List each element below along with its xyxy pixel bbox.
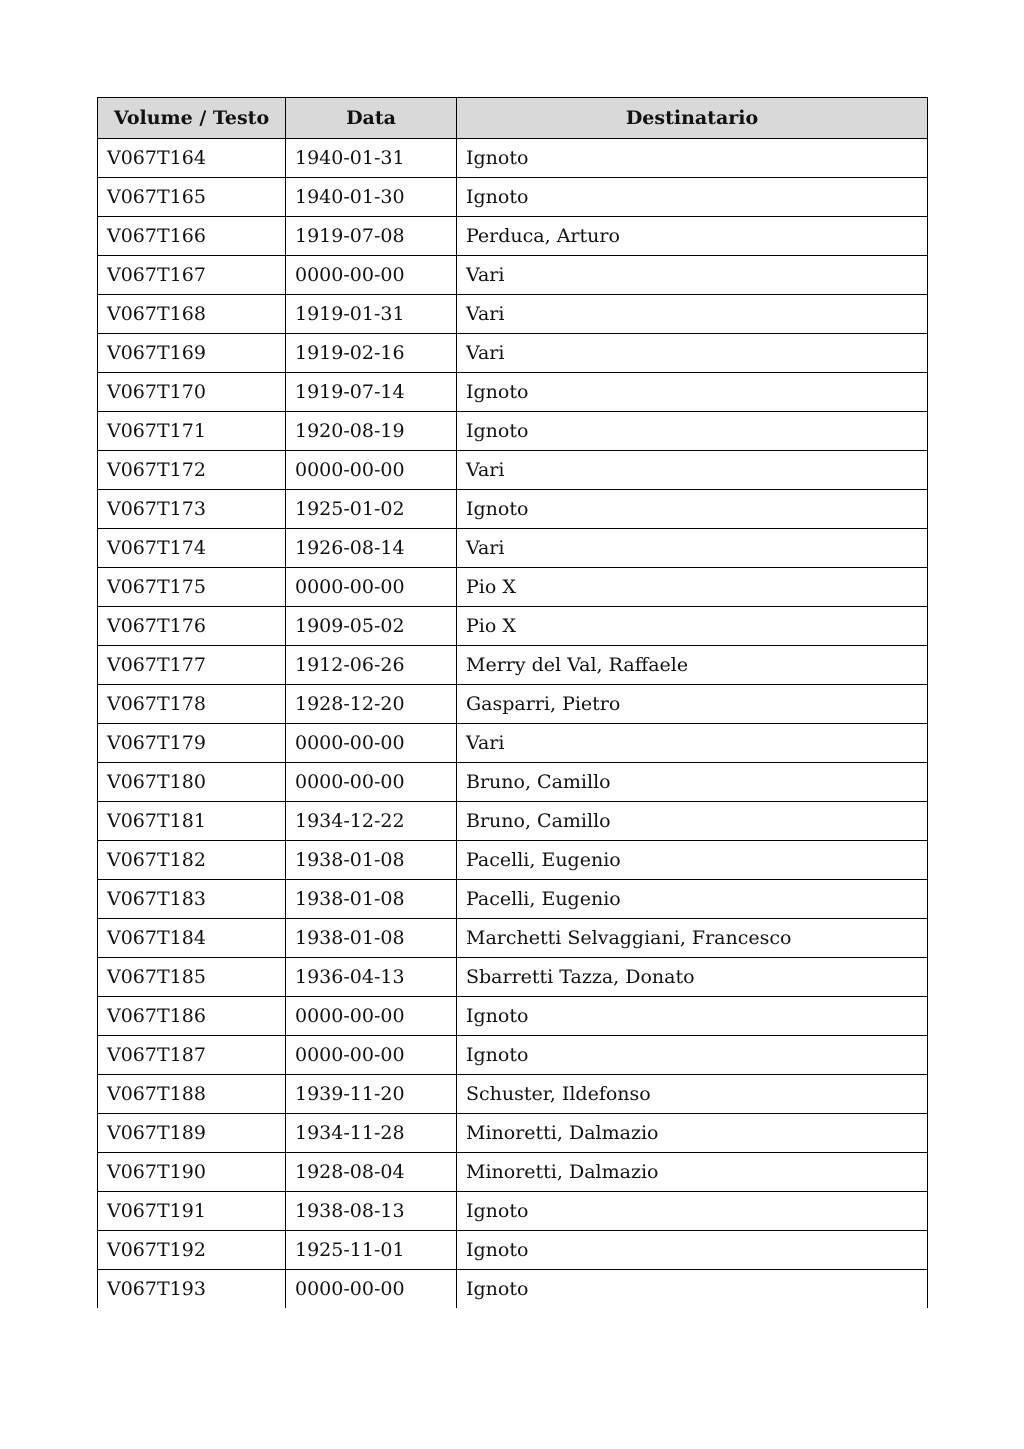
cell-data: 1936-04-13 [286, 958, 457, 997]
cell-volume-testo: V067T189 [98, 1114, 286, 1153]
cell-destinatario: Ignoto [457, 997, 928, 1036]
cell-volume-testo: V067T176 [98, 607, 286, 646]
cell-volume-testo: V067T182 [98, 841, 286, 880]
cell-destinatario: Merry del Val, Raffaele [457, 646, 928, 685]
cell-data: 1928-12-20 [286, 685, 457, 724]
cell-data: 0000-00-00 [286, 1270, 457, 1309]
table-row [98, 256, 928, 295]
cell-data: 1938-01-08 [286, 919, 457, 958]
cell-destinatario: Gasparri, Pietro [457, 685, 928, 724]
cell-destinatario: Ignoto [457, 1270, 928, 1309]
table-row [98, 919, 928, 958]
cell-data: 1925-01-02 [286, 490, 457, 529]
cell-volume-testo: V067T178 [98, 685, 286, 724]
cell-data: 1940-01-30 [286, 178, 457, 217]
cell-volume-testo: V067T177 [98, 646, 286, 685]
cell-data: 0000-00-00 [286, 1036, 457, 1075]
table-row [98, 139, 928, 178]
cell-destinatario: Vari [457, 334, 928, 373]
header-volume-testo: Volume / Testo [98, 98, 286, 139]
table-row [98, 1231, 928, 1270]
cell-volume-testo: V067T173 [98, 490, 286, 529]
header-data: Data [286, 98, 457, 139]
cell-volume-testo: V067T190 [98, 1153, 286, 1192]
cell-destinatario: Ignoto [457, 139, 928, 178]
cell-destinatario: Ignoto [457, 373, 928, 412]
cell-data: 1919-07-08 [286, 217, 457, 256]
table-row [98, 1153, 928, 1192]
cell-volume-testo: V067T174 [98, 529, 286, 568]
header-destinatario: Destinatario [457, 98, 928, 139]
cell-destinatario: Pacelli, Eugenio [457, 841, 928, 880]
cell-destinatario: Pacelli, Eugenio [457, 880, 928, 919]
table-row [98, 841, 928, 880]
table-row [98, 1036, 928, 1075]
table-row [98, 1270, 928, 1309]
cell-volume-testo: V067T172 [98, 451, 286, 490]
table-row [98, 997, 928, 1036]
cell-destinatario: Ignoto [457, 412, 928, 451]
cell-destinatario: Schuster, Ildefonso [457, 1075, 928, 1114]
table-row [98, 958, 928, 997]
cell-destinatario: Pio X [457, 607, 928, 646]
table-row [98, 646, 928, 685]
cell-data: 1919-01-31 [286, 295, 457, 334]
cell-volume-testo: V067T165 [98, 178, 286, 217]
table-header-row [98, 98, 928, 139]
cell-volume-testo: V067T179 [98, 724, 286, 763]
cell-data: 1920-08-19 [286, 412, 457, 451]
cell-data: 1939-11-20 [286, 1075, 457, 1114]
cell-destinatario: Bruno, Camillo [457, 802, 928, 841]
cell-data: 0000-00-00 [286, 568, 457, 607]
cell-data: 1938-01-08 [286, 880, 457, 919]
cell-data: 1912-06-26 [286, 646, 457, 685]
table-row [98, 373, 928, 412]
cell-volume-testo: V067T175 [98, 568, 286, 607]
cell-destinatario: Minoretti, Dalmazio [457, 1153, 928, 1192]
cell-data: 1928-08-04 [286, 1153, 457, 1192]
cell-volume-testo: V067T183 [98, 880, 286, 919]
cell-data: 1940-01-31 [286, 139, 457, 178]
cell-volume-testo: V067T185 [98, 958, 286, 997]
cell-destinatario: Ignoto [457, 178, 928, 217]
cell-data: 0000-00-00 [286, 451, 457, 490]
table-row [98, 295, 928, 334]
cell-data: 1909-05-02 [286, 607, 457, 646]
cell-volume-testo: V067T166 [98, 217, 286, 256]
cell-destinatario: Ignoto [457, 1231, 928, 1270]
table-row [98, 451, 928, 490]
cell-destinatario: Marchetti Selvaggiani, Francesco [457, 919, 928, 958]
cell-volume-testo: V067T169 [98, 334, 286, 373]
table-row [98, 724, 928, 763]
cell-volume-testo: V067T181 [98, 802, 286, 841]
table-row [98, 763, 928, 802]
cell-volume-testo: V067T164 [98, 139, 286, 178]
table-row [98, 880, 928, 919]
cell-data: 0000-00-00 [286, 724, 457, 763]
cell-volume-testo: V067T167 [98, 256, 286, 295]
cell-data: 1934-12-22 [286, 802, 457, 841]
table-row [98, 334, 928, 373]
cell-data: 0000-00-00 [286, 997, 457, 1036]
table-body [98, 139, 928, 1309]
cell-destinatario: Pio X [457, 568, 928, 607]
cell-destinatario: Vari [457, 451, 928, 490]
cell-volume-testo: V067T191 [98, 1192, 286, 1231]
cell-destinatario: Ignoto [457, 1192, 928, 1231]
table-row [98, 529, 928, 568]
cell-volume-testo: V067T180 [98, 763, 286, 802]
cell-data: 0000-00-00 [286, 256, 457, 295]
cell-volume-testo: V067T171 [98, 412, 286, 451]
table-row [98, 178, 928, 217]
cell-volume-testo: V067T187 [98, 1036, 286, 1075]
cell-data: 0000-00-00 [286, 763, 457, 802]
table-row [98, 1192, 928, 1231]
cell-volume-testo: V067T188 [98, 1075, 286, 1114]
cell-data: 1938-01-08 [286, 841, 457, 880]
cell-volume-testo: V067T168 [98, 295, 286, 334]
cell-destinatario: Sbarretti Tazza, Donato [457, 958, 928, 997]
cell-volume-testo: V067T193 [98, 1270, 286, 1309]
cell-data: 1919-02-16 [286, 334, 457, 373]
cell-volume-testo: V067T170 [98, 373, 286, 412]
table-row [98, 685, 928, 724]
table-row [98, 1075, 928, 1114]
cell-destinatario: Bruno, Camillo [457, 763, 928, 802]
table-row [98, 490, 928, 529]
cell-destinatario: Vari [457, 295, 928, 334]
cell-destinatario: Ignoto [457, 490, 928, 529]
table-row [98, 412, 928, 451]
letters-table [97, 97, 928, 1308]
cell-volume-testo: V067T186 [98, 997, 286, 1036]
cell-data: 1919-07-14 [286, 373, 457, 412]
cell-volume-testo: V067T184 [98, 919, 286, 958]
table-row [98, 568, 928, 607]
cell-data: 1938-08-13 [286, 1192, 457, 1231]
cell-destinatario: Vari [457, 256, 928, 295]
cell-destinatario: Vari [457, 724, 928, 763]
cell-volume-testo: V067T192 [98, 1231, 286, 1270]
table-row [98, 607, 928, 646]
cell-data: 1925-11-01 [286, 1231, 457, 1270]
cell-destinatario: Ignoto [457, 1036, 928, 1075]
cell-destinatario: Vari [457, 529, 928, 568]
table-row [98, 217, 928, 256]
cell-data: 1934-11-28 [286, 1114, 457, 1153]
table-row [98, 802, 928, 841]
table-row [98, 1114, 928, 1153]
cell-destinatario: Minoretti, Dalmazio [457, 1114, 928, 1153]
cell-destinatario: Perduca, Arturo [457, 217, 928, 256]
cell-data: 1926-08-14 [286, 529, 457, 568]
